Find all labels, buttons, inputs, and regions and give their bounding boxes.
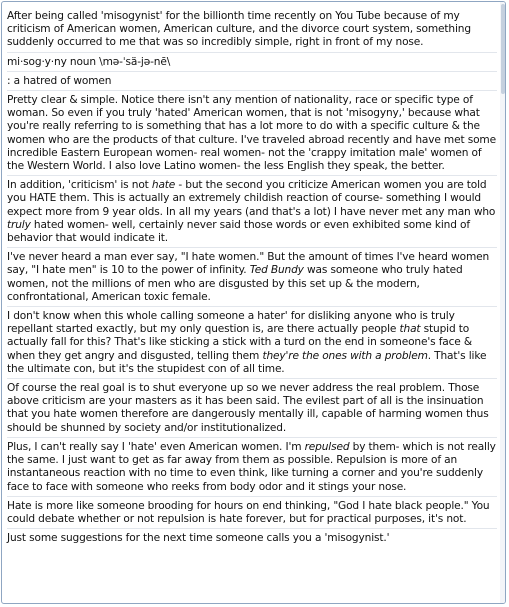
- paragraph: [7, 56, 497, 72]
- text-run: After being called 'misogynist' for the billionth time recently on You Tube because of my criticism of American women, American culture, and the divorce court system, something suddenly occurred to me that was so incredibly simple, right in front of my nose.: [7, 10, 471, 49]
- paragraph: [7, 179, 497, 248]
- text-run: . That's like the ultimate con, but it's the stupidest con of all time.: [7, 349, 487, 375]
- emphasis-text: that: [399, 323, 421, 336]
- text-run: mi·sog·y·ny noun \mə-ˈsä-jə-nē\: [7, 55, 171, 68]
- paragraph: [7, 532, 497, 547]
- paragraph: [7, 94, 497, 176]
- paragraph: [7, 251, 497, 307]
- post-text-panel: [1, 1, 506, 604]
- emphasis-text: repulsed: [304, 440, 350, 453]
- emphasis-text: hate: [151, 179, 176, 192]
- emphasis-text: truly: [7, 218, 31, 231]
- paragraph: [7, 10, 497, 53]
- text-run: stupid to actually fall for this? That's like sticking a stick with a turd on the end in someone's face & when they get angry and disgusted, telling them: [7, 323, 473, 362]
- text-run: by them- which is not really the same. I just want to get as far away from them as possible. Repulsion is more of an instantaneous reaction with no time to even think, like turning a corner and you're suddenly face to face with someone who reeks from body odor and it stings your nose.: [7, 440, 496, 493]
- post-body: [7, 10, 497, 550]
- text-run: hated women- well, certainly never said those words or even exhibited some kind of behavior that would indicate it.: [7, 218, 470, 245]
- text-run: In addition, 'criticism' is not: [7, 179, 152, 192]
- text-run: I've never heard a man ever say, "I hate women." But the amount of times I've heard women say, "I hate men" is 10 to the power of infinity.: [7, 251, 490, 277]
- emphasis-text: Ted Bundy: [249, 264, 304, 277]
- text-run: Hate is more like someone brooding for hours on end thinking, "God I hate black people." You could debate whether or not repulsion is hate forever, but for practical purposes, it's not.: [7, 499, 490, 525]
- paragraph: [7, 310, 497, 379]
- text-run: - but the second you criticize American women you are told you HATE them. This is actually an extremely childish reaction of course- something I would expect more from 9 year olds. In all my years (and that's a lot) I have never met any man who: [7, 179, 496, 218]
- paragraph: [7, 382, 497, 438]
- text-run: Of course the real goal is to shut everyone up so we never address the real problem. Those above criticism are your masters as it has been said. The evilest part of all is the insinuation that you hate women therefore are dangerously mentally ill, capable of harming women thus should be shunned by society and/or institutionalized.: [7, 382, 489, 434]
- paragraph: [7, 441, 497, 497]
- text-run: Just some suggestions for the next time someone calls you a 'misogynist.': [7, 532, 390, 545]
- scrollbar-thumb[interactable]: [501, 4, 505, 94]
- text-run: was someone who truly hated women, not the millions of men who are disgusted by this set up & the modern, confrontational, American toxic female.: [7, 264, 463, 303]
- text-run: I don't know when this whole calling someone a hater' for disliking anyone who is truly repellant started exactly, but my only question is, are there actually people: [7, 310, 455, 336]
- emphasis-text: they're the ones with a problem: [262, 349, 428, 362]
- text-run: : a hatred of women: [7, 74, 112, 87]
- text-run: Pretty clear & simple. Notice there isn't any mention of nationality, race or specific type of woman. So even if you truly 'hated' American women, that is not 'misogyny,' because what you're really referring to is something that has a lot more to do with a specific culture & the women who are the products of that culture. I've traveled abroad recently and have met some incredible Eastern European women- real women- not the 'crappy imitation male' women of the Western World. I also love Latino women- the less English they speak, the better.: [7, 94, 496, 173]
- paragraph: [7, 75, 497, 91]
- scrollbar-track[interactable]: [500, 2, 505, 603]
- paragraph: [7, 500, 497, 529]
- text-run: Plus, I can't really say I 'hate' even American women. I'm: [7, 440, 305, 453]
